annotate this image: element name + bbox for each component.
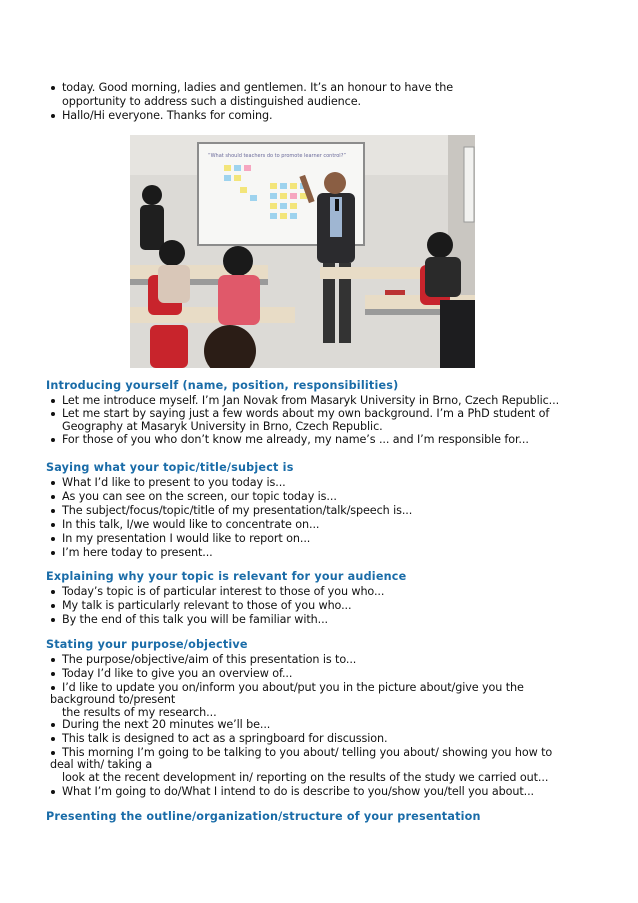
section-heading: Saying what your topic/title/subject is	[46, 461, 294, 474]
section-line: Let me start by saying just a few words about my own background. I’m a PhD student of	[62, 407, 550, 420]
section-line: In this talk, I/we would like to concentrate on...	[62, 518, 320, 531]
classroom-photo	[130, 135, 475, 368]
section-line: deal with/ taking a	[50, 758, 153, 771]
section-line: This talk is designed to act as a springboard for discussion.	[62, 732, 388, 745]
bullet-dot	[51, 438, 55, 442]
section-line: My talk is particularly relevant to those of you who...	[62, 599, 352, 612]
bullet-dot	[51, 481, 55, 485]
bullet-dot	[51, 790, 55, 794]
bullet-dot	[51, 658, 55, 662]
section-line: For those of you who don’t know me already, my name’s ... and I’m responsible for...	[62, 433, 529, 446]
bullet-dot	[51, 537, 55, 541]
bullet-dot	[51, 590, 55, 594]
bullet-dot	[51, 604, 55, 608]
bullet-dot	[51, 495, 55, 499]
section-line: Today’s topic is of particular interest to those of you who...	[62, 585, 385, 598]
section-line: the results of my research...	[62, 706, 217, 719]
section-line: I’m here today to present...	[62, 546, 213, 559]
section-line: What I’d like to present to you today is...	[62, 476, 286, 489]
section-heading: Stating your purpose/objective	[46, 638, 248, 651]
section-line: The purpose/objective/aim of this presentation is to...	[62, 653, 357, 666]
bullet-dot	[51, 509, 55, 513]
section-line: This morning I’m going to be talking to you about/ telling you about/ showing you how to	[62, 746, 553, 759]
section-heading: Presenting the outline/organization/structure of your presentation	[46, 810, 481, 823]
bullet-dot	[51, 114, 55, 118]
section-line: By the end of this talk you will be familiar with...	[62, 613, 329, 626]
intro-line: Hallo/Hi everyone. Thanks for coming.	[62, 109, 273, 122]
section-line: I’d like to update you on/inform you about/put you in the picture about/give you the	[62, 681, 524, 694]
section-heading: Introducing yourself (name, position, responsibilities)	[46, 379, 399, 392]
section-line: Today I’d like to give you an overview of...	[62, 667, 293, 680]
section-line: Geography at Masaryk University in Brno, Czech Republic.	[62, 420, 383, 433]
section-line: As you can see on the screen, our topic today is...	[62, 490, 337, 503]
section-line: During the next 20 minutes we’ll be...	[62, 718, 271, 731]
intro-line: today. Good morning, ladies and gentlemen. It’s an honour to have the	[62, 81, 453, 94]
section-heading: Explaining why your topic is relevant for your audience	[46, 570, 407, 583]
section-line: background to/present	[50, 693, 176, 706]
bullet-dot	[51, 618, 55, 622]
section-line: The subject/focus/topic/title of my presentation/talk/speech is...	[62, 504, 413, 517]
section-line: What I’m going to do/What I intend to do is describe to you/show you/tell you about...	[62, 785, 534, 798]
bullet-dot	[51, 551, 55, 555]
bullet-dot	[51, 399, 55, 403]
bullet-dot	[51, 412, 55, 416]
bullet-dot	[51, 86, 55, 90]
section-line: In my presentation I would like to report on...	[62, 532, 311, 545]
section-line: Let me introduce myself. I’m Jan Novak from Masaryk University in Brno, Czech Republic...	[62, 394, 560, 407]
section-line: look at the recent development in/ reporting on the results of the study we carried out...	[62, 771, 549, 784]
bullet-dot	[51, 751, 55, 755]
bullet-dot	[51, 523, 55, 527]
whiteboard-heading: “What should teachers do to promote learner control?”	[208, 153, 346, 159]
bullet-dot	[51, 737, 55, 741]
intro-line: opportunity to address such a distinguished audience.	[62, 95, 361, 108]
bullet-dot	[51, 723, 55, 727]
bullet-dot	[51, 686, 55, 690]
bullet-dot	[51, 672, 55, 676]
